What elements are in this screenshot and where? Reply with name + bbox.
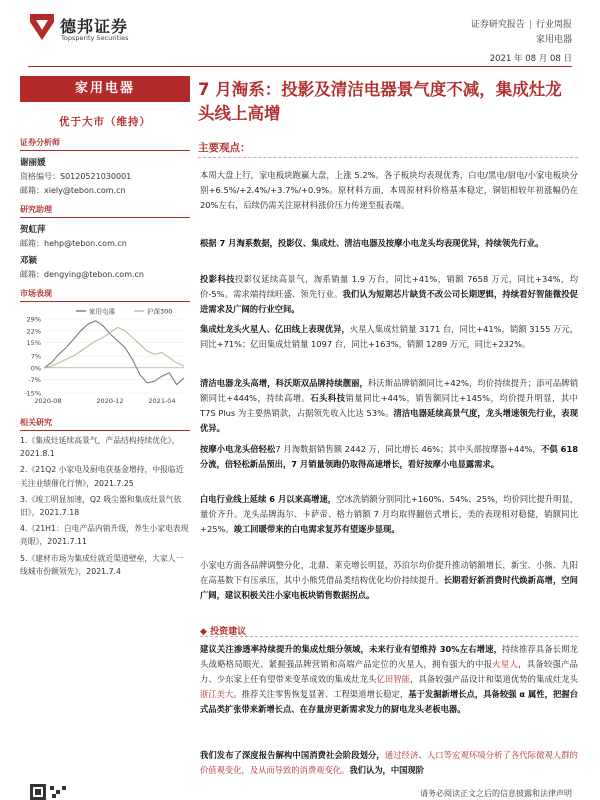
analyst-name: 谢丽媛 [20,158,46,168]
body-paragraph [200,376,578,436]
paragraph-text: ，具备较强产品力、少东家上任有望带来变革成效的集成灶龙头 [200,659,578,684]
paragraph-bold-text: 白电行业线上延续 6 月以来高增速， [200,494,337,504]
paragraph-text: 投影仪延续高景气，淘系销量 1.9 万台，同比+41%，销额 7658 万元，同比+34%，均价-5%。需求端持续旺盛、领先行业。 [200,274,578,299]
paragraph-highlight-text: 亿田智能 [376,674,411,684]
body-paragraph [200,558,578,603]
paragraph-bold-text: 基于发掘新增长点，具备较强 α 属性，把握台式品类扩张带来新增长点、在存量房更新需求发力的厨电龙头老板电器。 [200,689,578,714]
footer-disclaimer: 请务必阅读正文之后的信息披露和法律声明 [420,789,572,798]
company-logo [28,12,158,46]
body-paragraph [200,272,578,317]
report-kind: 行业周报 [535,20,572,30]
legend-label: 沪深300 [147,307,173,316]
analyst-heading: 证券分析师 [20,137,190,151]
paragraph-bold-text: 我们认为，中国现阶 [349,765,425,775]
paragraph-highlight-text: 浙江美大 [200,689,234,699]
paragraph-highlight-text: 火星人 [492,659,519,669]
y-tick-label: -15% [24,389,41,398]
market-chart [20,305,190,409]
key-points-divider [198,157,578,158]
assistant-name: 贺虹萍 [20,225,46,235]
paragraph-bold-text: 集成灶龙头火星人、亿田线上表现优异， [200,324,350,334]
paragraph-text: 科沃斯品牌销额同比+42%，均价持续提升；添可品牌销额同比+444%，持续高增。 [200,378,578,403]
y-tick-label: 15% [26,339,41,348]
related-list [20,434,190,578]
y-tick-label: -7% [28,376,41,385]
paragraph-bold-text: 我们认为短期芯片缺货不改公司长期逻辑，持续看好智能微投促进需求及广阔的行业空间。 [200,289,578,314]
paragraph-text: 本周大盘上行，家电板块跑赢大盘，上涨 5.2%。各子板块均表现优秀，白电/黑电/厨电/小家电板块分别+6.5%/+2.4%/+3.7%/+0.9%。原材料方面，本周原材料价格基本稳定，铜铝相较年初涨幅仍在 20%左右，后续仍需关注原材料涨价压力传递至报表端。 [200,170,578,210]
related-heading: 相关研究 [20,417,190,431]
body-paragraph [200,168,578,213]
body-paragraph [200,642,578,717]
body-paragraph [200,492,578,537]
paragraph-bold-text: 石头科技 [310,393,346,403]
y-tick-label: 29% [26,315,41,324]
paragraph-text: 。推荐关注零售恢复显著、工程渠道增长稳定， [233,689,409,699]
paragraph-highlight-text: 通过经济、人口等宏观环境分析了各代际微观人群的价值观变化，及从而导致的消费观变化。 [200,750,578,775]
analyst-email[interactable]: 邮箱：xiely@tebon.com.cn [20,186,126,195]
paragraph-bold-text: 投影科技 [200,274,236,284]
assistant-email[interactable]: 邮箱：dengying@tebon.com.cn [20,270,144,279]
x-tick-label: 2020-12 [96,397,124,405]
qr-code-icon [30,784,70,800]
report-title: 7 月淘系：投影及清洁电器景气度不减，集成灶龙头线上高增 [198,80,562,123]
paragraph-bold-text: 不俱 618 分流，倍轻松新品预出，7 月销量领跑仍取得高速增长，看好按摩小电显露需求。 [200,444,578,469]
investment-divider [200,636,578,637]
paragraph-text: 小家电方面各品牌调整分化，北鼎、莱克增长明显，苏泊尔均价提升推动销额增长，新宝、小熊、九阳在高基数下有压承压，其中小熊凭借品类结构优化均价持续提升。 [200,560,578,585]
related-item[interactable]: 5.《建材市场为集成灶就近渠道壁垒，大家人一线城市份额领先》，2021.7.4 [20,553,184,576]
y-tick-label: 0% [30,364,41,373]
assistant-email[interactable]: 邮箱：hehp@tebon.com.cn [20,239,127,248]
sector-label: 家用电器 [20,76,190,102]
separator: | [528,20,532,30]
paragraph-bold-text: 建议关注渗透率持续提升的集成灶细分领域，未来行业有望维持 30%左右增速， [200,644,503,654]
investment-label: ◆ 投资建议 [200,627,247,637]
paragraph-text: 7 月淘数据销售额 2442 万，同比增长 46%；其中头部按摩器+44%， [275,444,541,454]
legend-label: 家用电器 [89,307,115,316]
y-tick-label: 7% [30,352,41,361]
paragraph-text: 持续推荐具备长期龙头战略格局眼光、紧握强品牌营销和高端产品定位的火星人，拥有强大的中报 [200,644,578,669]
header-divider [28,66,572,67]
assistant-name: 邓颖 [20,256,38,266]
sidebar [20,76,190,578]
paragraph-text: 销量同比+44%，销售额同比+145%，均价提升明显，其中 T7S Plus 为主要热销款，占据领先收入比达 53%。 [200,393,578,418]
paragraph-bold-text: 竣工回暖带来的白电需求复苏有望逐步显现。 [233,524,400,534]
market-chart-svg [20,305,190,409]
rating: 优于大市（维持） [59,116,151,128]
paragraph-bold-text: 清洁电器龙头高增，科沃斯双品牌持续靓丽， [200,378,368,388]
paragraph-bold-text: 按摩小电龙头倍轻松 [200,444,276,454]
body-paragraph [200,322,578,352]
paragraph-bold-text: 长期看好新消费时代焕新高增，空间广阔，建议积极关注小家电板块销售数据拐点。 [200,575,578,600]
y-tick-label: 22% [26,327,41,336]
paragraph-text: 空冰洗销额分别同比+160%、54%、25%，均价同比提升明显，量价齐升。龙头品牌海尔、卡萨帝、格力销额 7 月均取得翻倍式增长，美的表现相对稳健，销额同比+25%。 [200,494,578,534]
related-item[interactable]: 1.《集成灶延续高景气，产品结构持续优化》，2021.8.1 [20,436,180,459]
paragraph-bold-text: 我们发布了深度报告解构中国消费社会阶段划分， [200,750,385,760]
logo-en: Topsperity Securities [61,34,129,42]
paragraph-text: ，具备较强产品设计和渠道优势的集成灶龙头 [410,674,578,684]
market-heading: 市场表现 [20,288,190,302]
body-paragraph [200,748,578,778]
body-paragraph [200,442,578,472]
header-meta [471,18,572,48]
header-industry: 家用电器 [535,35,572,45]
series-line [44,327,184,367]
logo-mark-icon [28,12,56,42]
related-item[interactable]: 4.《21H1：白电产品内销升级，养生小家电表现亮眼》，2021.7.11 [20,524,189,547]
logo-cn: 德邦证券 [60,17,129,36]
investment-label-text: 投资建议 [210,627,247,637]
x-tick-label: 2020-08 [34,397,62,405]
related-item[interactable]: 3.《竣工明显加速，Q2 吸尘器和集成灶景气依旧》，2021.7.18 [20,494,182,518]
analyst-cert: 资格编号：S0120521030001 [20,172,132,181]
body-paragraph [200,236,578,251]
paragraph-bold-text: 清洁电器延续高景气度，龙头增速领先行业，表现优异。 [200,408,578,433]
paragraph-text: 火星人集成灶销量 3171 台，同比+41%，销额 3155 万元，同比+71%；亿田集成灶销量 1097 台，同比+163%，销额 1289 万元，同比+232%。 [200,324,578,349]
related-item[interactable]: 2.《21Q2 小家电及厨电获基金增持，中报临近关注业绩催化行情》，2021.7.25 [20,465,184,488]
report-type: 证券研究报告 [470,20,525,30]
key-points-label: 主要观点： [198,142,251,154]
paragraph-bold-text: 根据 7 月淘系数据，投影仪、集成灶、清洁电器及按摩小电龙头均表现优异，持续领先行业。 [200,238,544,248]
report-date: 2021 年 08 月 08 日 [489,54,572,64]
x-tick-label: 2021-04 [148,397,176,405]
assistant-heading: 研究助理 [20,204,190,218]
